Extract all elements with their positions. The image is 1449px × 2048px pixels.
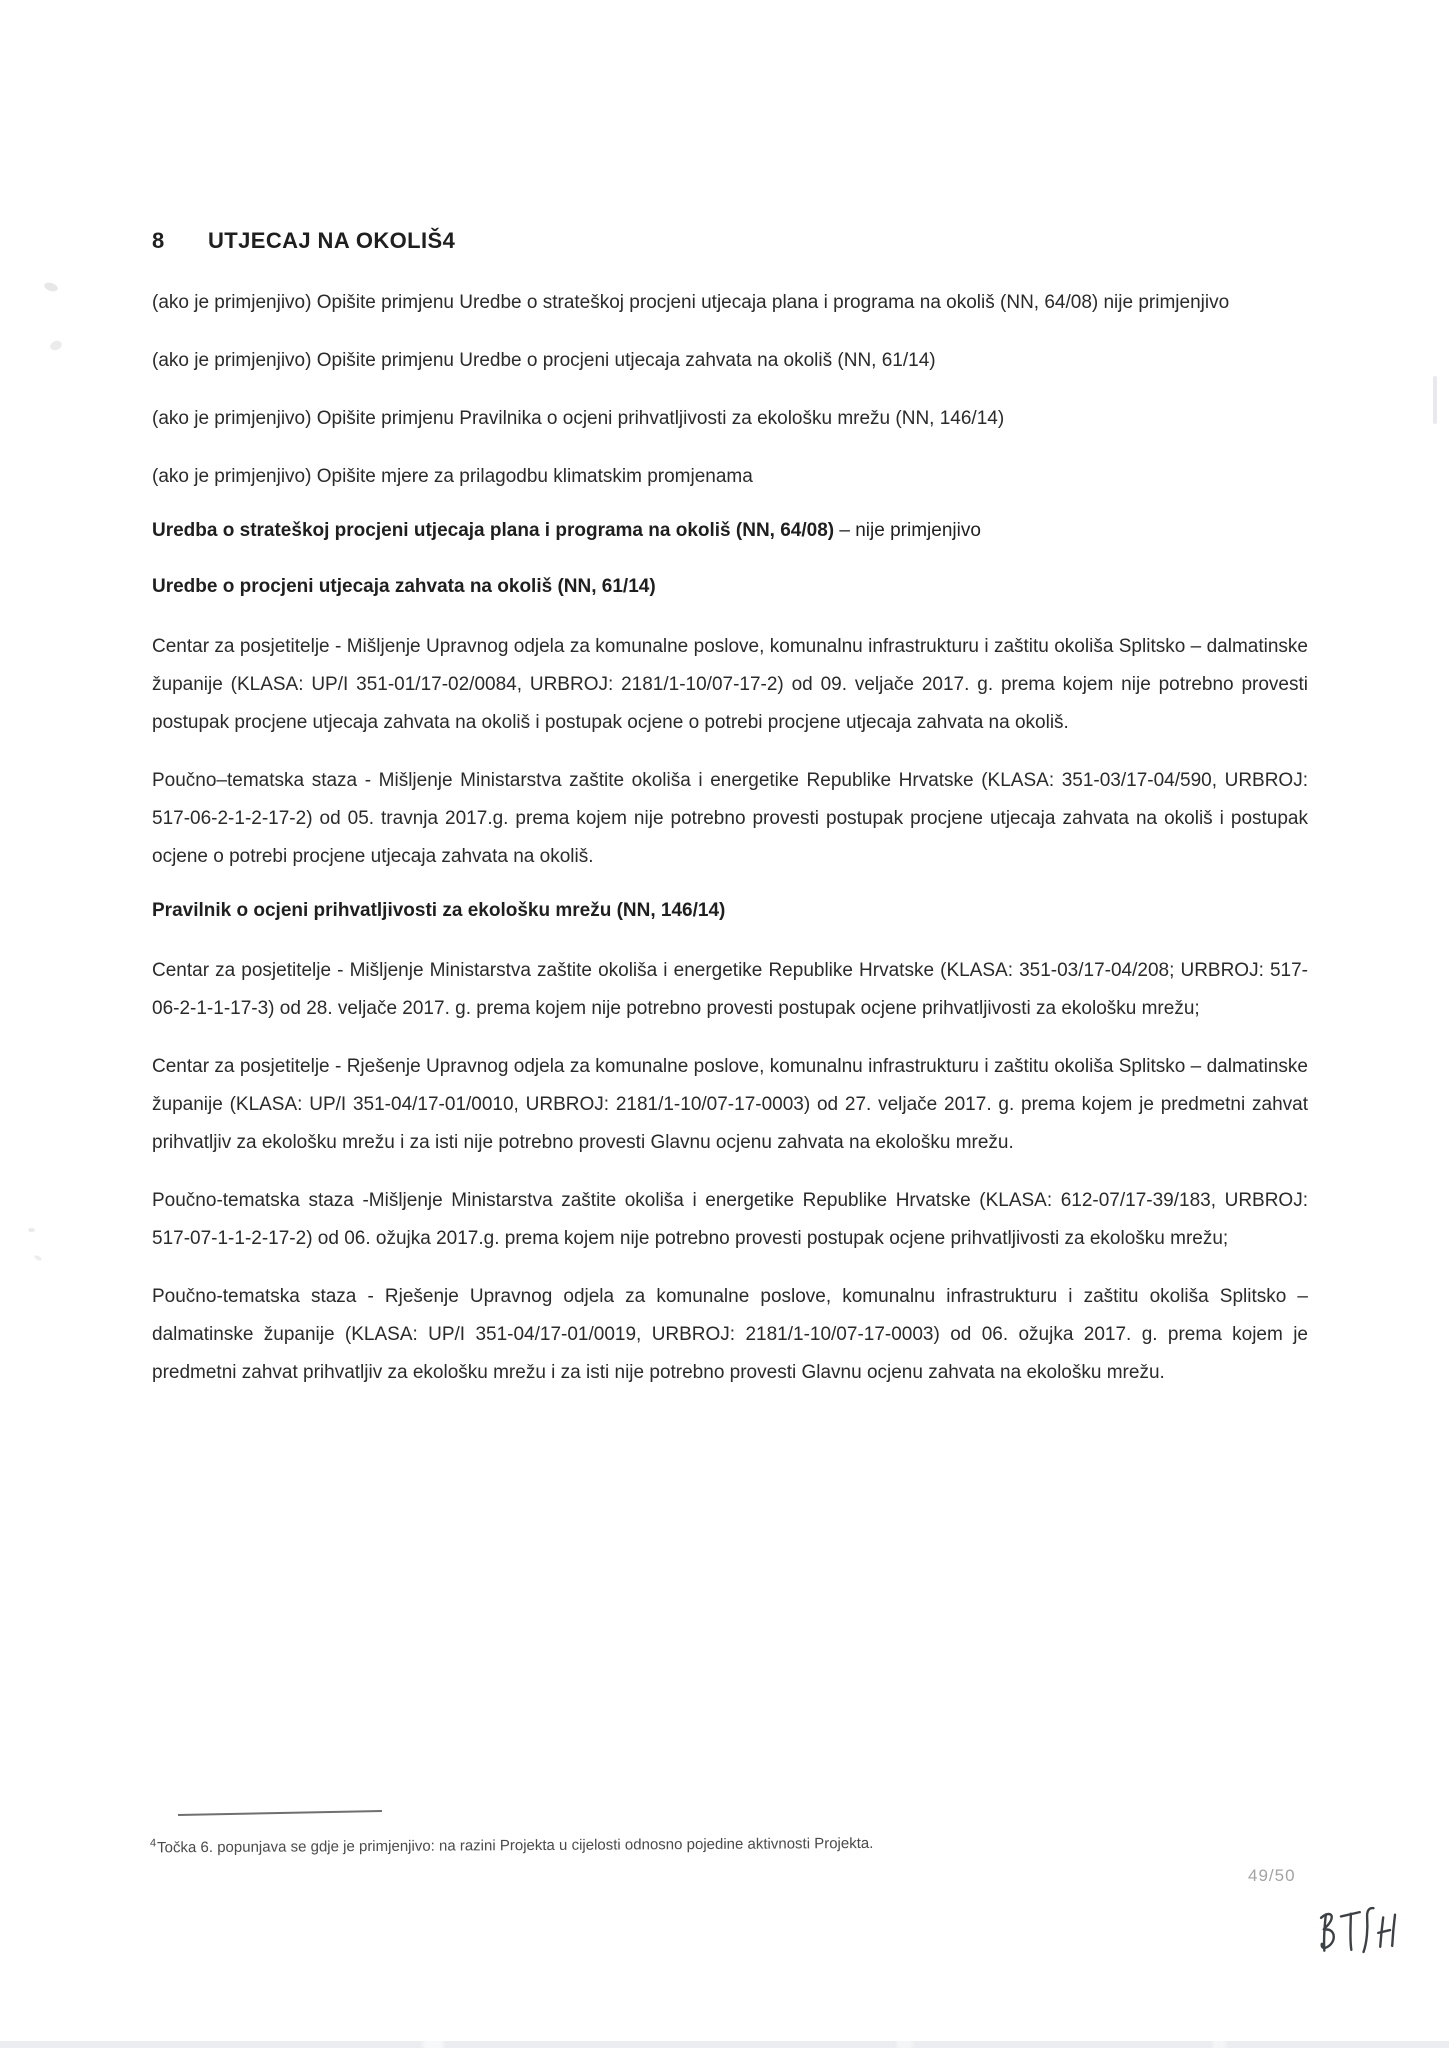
scan-speck [28,1228,35,1232]
handwritten-signature [1314,1900,1410,1960]
norm-title [152,516,1308,546]
scan-speck [43,281,59,293]
footnote [150,1827,1250,1859]
intro-paragraph: (ako je primjenjivo) Opišite primjenu Pravilnika o ocjeni prihvatljivosti za ekološku mrežu (NN, 146/14) [152,408,1005,429]
section-paragraph: Poučno-tematska staza -Mišljenje Ministarstva zaštite okoliša i energetike Republike Hrvatske (KLASA: 612-07/17-39/183, URBROJ: 517-07-1-1-2-17-2) od 06. ožujka 2017.g. prema kojem nije potrebno provesti postupak ocjene prihvatljivosti za ekološku mrežu; [152,1190,1308,1249]
section-paragraph: Centar za posjetitelje - Rješenje Upravnog odjela za komunalne poslove, komunalnu infrastrukturu i zaštitu okoliša Splitsko – dalmatinske županije (KLASA: UP/I 351-04/17-01/0010, URBROJ: 2181/1-10/07-17-0003) od 27. veljače 2017. g. prema kojem je predmetni zahvat prihvatljiv za ekološku mrežu i za isti nije potrebno provesti Glavnu ocjenu zahvata na ekološku mrežu. [152,1056,1308,1153]
heading-footnote-ref: 4 [442,228,456,253]
norm-title-bold: Uredba o strateškoj procjeni utjecaja plana i programa na okoliš (NN, 64/08) [152,520,835,541]
norm-title-suffix: – nije primjenjivo [834,520,981,541]
scan-edge-artifact [0,2041,1449,2048]
footnote-divider [178,1810,382,1816]
section-paragraph: Poučno–tematska staza - Mišljenje Ministarstva zaštite okoliša i energetike Republike Hrvatske (KLASA: 351-03/17-04/590, URBROJ: 517-06-2-1-2-17-2) od 05. travnja 2017.g. prema kojem nije potrebno provesti postupak procjene utjecaja zahvata na okoliš i postupak ocjene o potrebi procjene utjecaja zahvata na okoliš. [152,770,1308,867]
footnote-marker: 4 [149,1837,157,1850]
section-paragraph: Poučno-tematska staza - Rješenje Upravnog odjela za komunalne poslove, komunalnu infrastrukturu i zaštitu okoliša Splitsko – dalmatinske županije (KLASA: UP/I 351-04/17-01/0019, URBROJ: 2181/1-10/07-17-0003) od 06. ožujka 2017. g. prema kojem je predmetni zahvat prihvatljiv za ekološku mrežu i za isti nije potrebno provesti Glavnu ocjenu zahvata na ekološku mrežu. [152,1286,1308,1383]
scan-speck [49,339,63,352]
page-number: 49/50 [1248,1866,1296,1885]
section-heading [152,228,1308,254]
section-paragraph: Centar za posjetitelje - Mišljenje Upravnog odjela za komunalne poslove, komunalnu infrastrukturu i zaštitu okoliša Splitsko – dalmatinske županije (KLASA: UP/I 351-01/17-02/0084, URBROJ: 2181/1-10/07-17-2) od 09. veljače 2017. g. prema kojem nije potrebno provesti postupak procjene utjecaja zahvata na okoliš i postupak ocjene o potrebi procjene utjecaja zahvata na okoliš. [152,636,1308,733]
intro-paragraph: (ako je primjenjivo) Opišite mjere za prilagodbu klimatskim promjenama [152,466,753,487]
norm-title-bold: Uredbe o procjeni utjecaja zahvata na okoliš (NN, 61/14) [152,576,656,597]
section-number: 8 [152,228,165,253]
norm-title [152,572,1308,602]
intro-paragraph: (ako je primjenjivo) Opišite primjenu Uredbe o strateškoj procjeni utjecaja plana i programa na okoliš (NN, 64/08) nije primjenjivo [152,292,1230,313]
intro-paragraph: (ako je primjenjivo) Opišite primjenu Uredbe o procjeni utjecaja zahvata na okoliš (NN, 61/14) [152,350,936,371]
scan-streak [1433,376,1437,424]
section-title: UTJECAJ NA OKOLIŠ [208,228,443,253]
footnote-text: Točka 6. popunjava se gdje je primjenjivo: na razini Projekta u cijelosti odnosno pojedine aktivnosti Projekta. [157,1834,874,1857]
norm-title [152,896,1308,926]
norm-title-bold: Pravilnik o ocjeni prihvatljivosti za ekološku mrežu (NN, 146/14) [152,900,726,921]
document-body [152,228,1308,1412]
section-paragraph: Centar za posjetitelje - Mišljenje Ministarstva zaštite okoliša i energetike Republike Hrvatske (KLASA: 351-03/17-04/208; URBROJ: 517-06-2-1-1-17-3) od 28. veljače 2017. g. prema kojem nije potrebno provesti postupak ocjene prihvatljivosti za ekološku mrežu; [152,960,1308,1019]
scan-speck [34,1254,43,1261]
